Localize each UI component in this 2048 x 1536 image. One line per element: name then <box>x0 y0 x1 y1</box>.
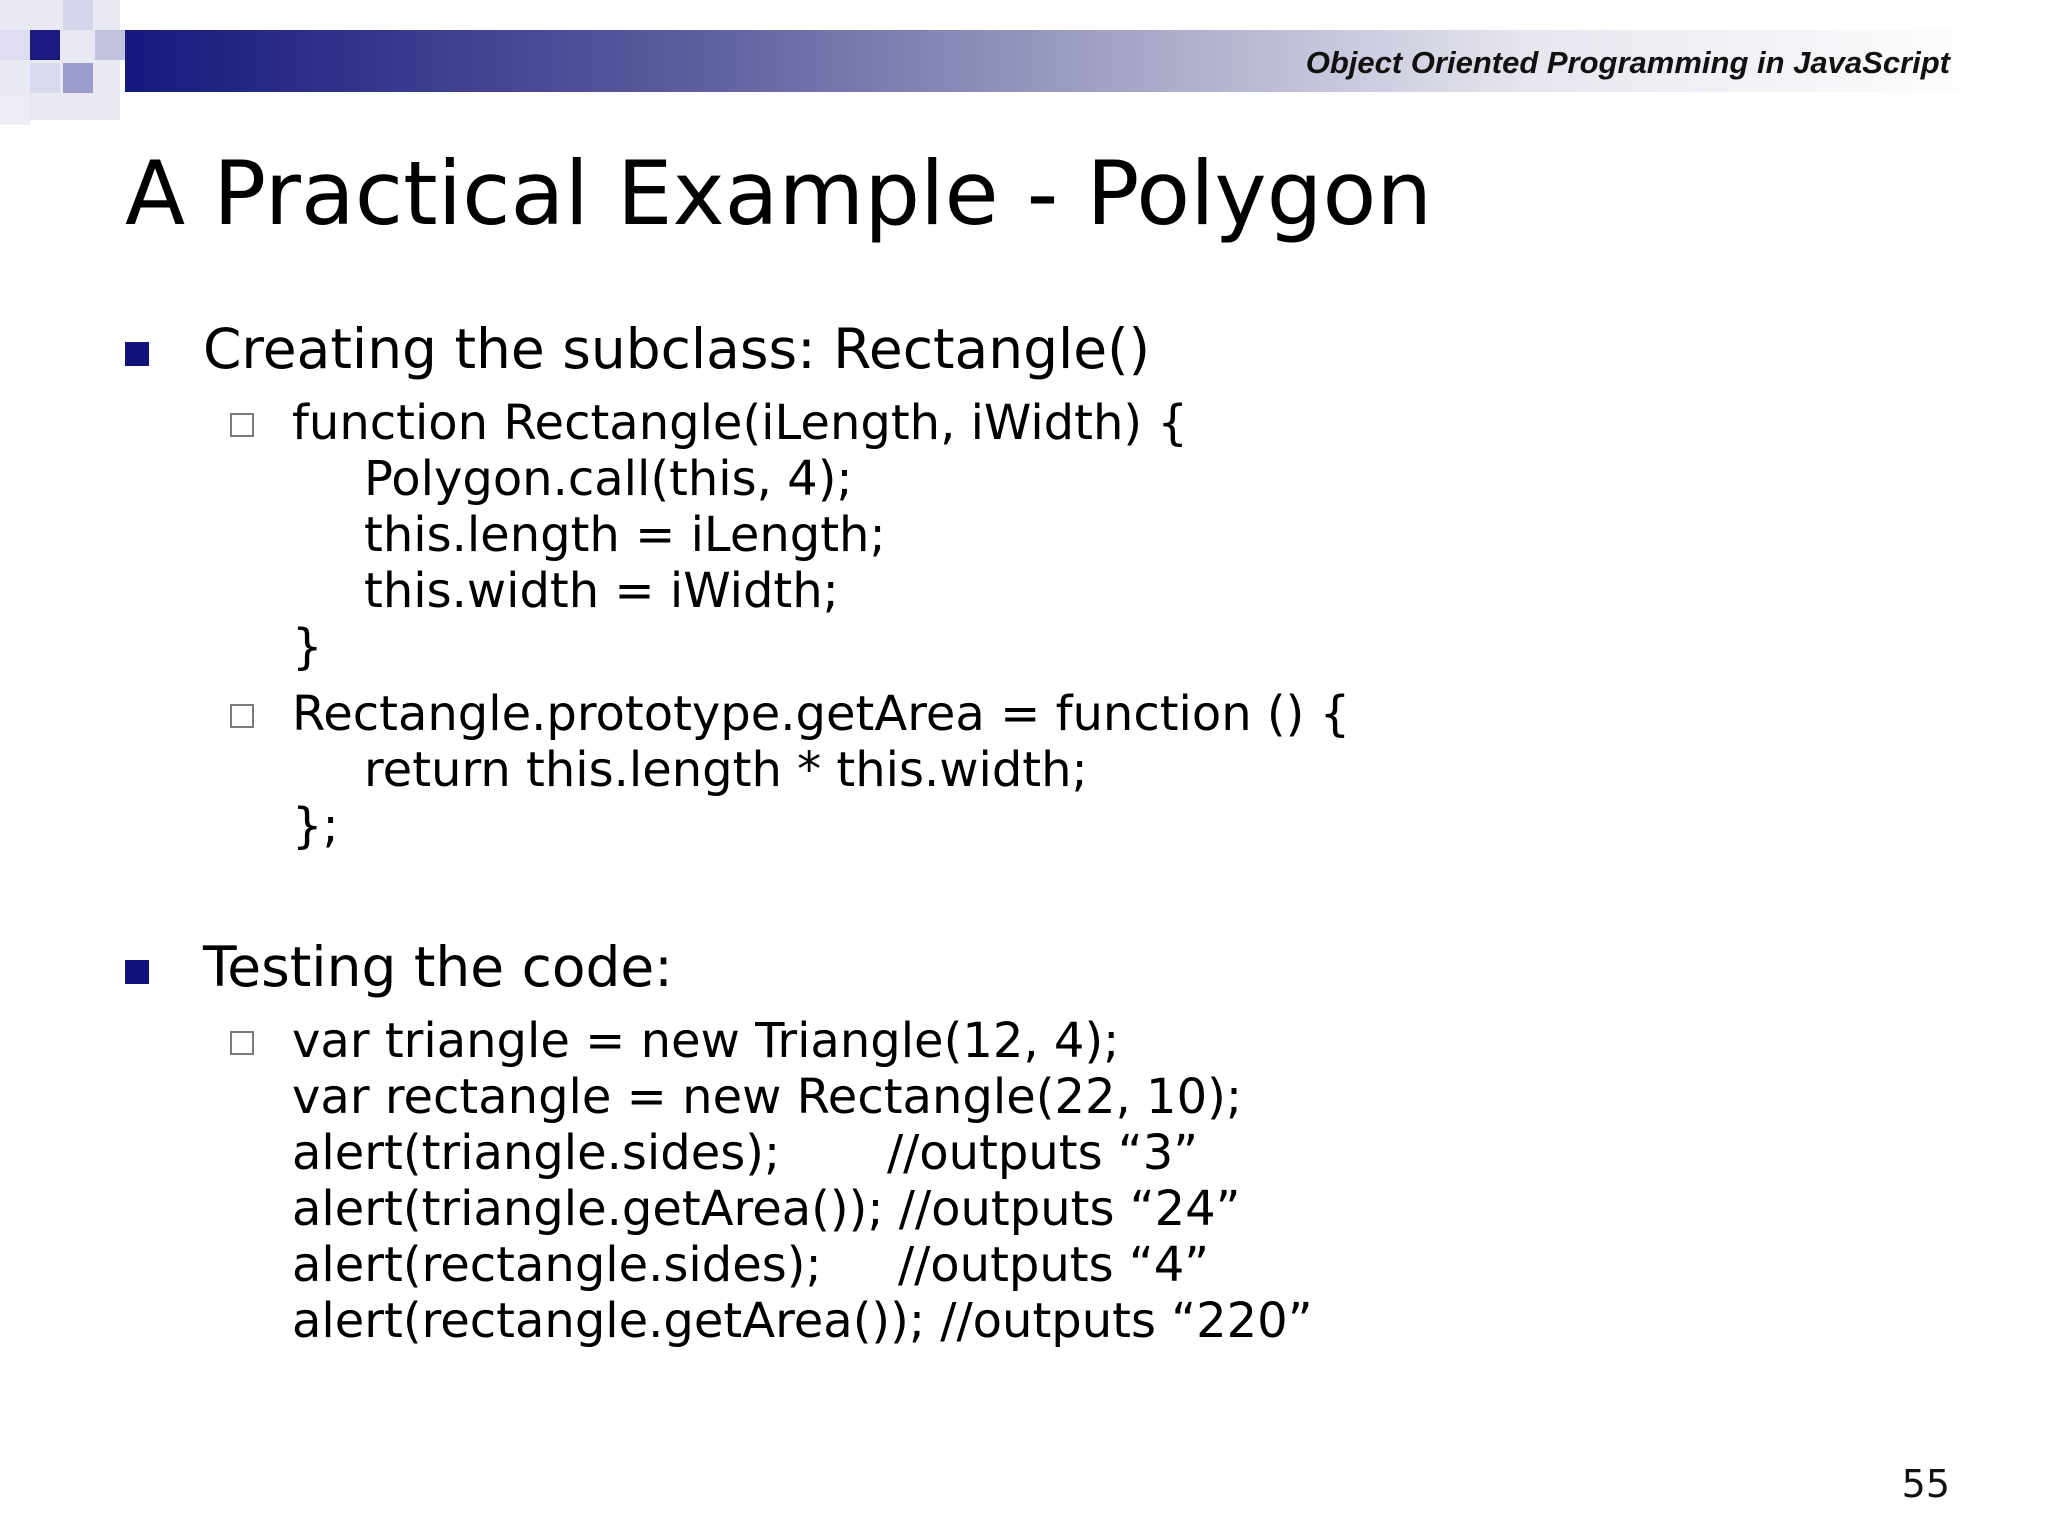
bullet-text: Testing the code: <box>203 935 673 999</box>
code-line: Rectangle.prototype.getArea = function () { <box>292 686 1351 742</box>
corner-square <box>63 63 93 93</box>
bullet-square-icon <box>125 960 149 984</box>
code-line: alert(rectangle.sides); //outputs “4” <box>292 1237 1210 1293</box>
corner-square <box>0 95 30 125</box>
page-number: 55 <box>1901 1462 1950 1506</box>
corner-square-dark <box>30 30 60 60</box>
code-line: }; <box>292 798 339 854</box>
sub-bullet-box-icon <box>230 413 254 437</box>
code-line: alert(triangle.sides); //outputs “3” <box>292 1125 1199 1181</box>
bullet-text: Creating the subclass: Rectangle() <box>203 317 1151 381</box>
deck-title: Object Oriented Programming in JavaScript <box>1305 45 1950 80</box>
sub-bullet-box-icon <box>230 1031 254 1055</box>
corner-square <box>0 30 30 60</box>
code-line: function Rectangle(iLength, iWidth) { <box>292 395 1188 451</box>
code-line: alert(rectangle.getArea()); //outputs “220” <box>292 1293 1313 1349</box>
corner-square <box>30 63 60 93</box>
code-line: return this.length * this.width; <box>364 742 1088 798</box>
code-line: this.width = iWidth; <box>364 563 839 619</box>
code-line: this.length = iLength; <box>364 507 886 563</box>
page-title: A Practical Example - Polygon <box>125 142 1433 245</box>
code-line: Polygon.call(this, 4); <box>364 451 853 507</box>
code-line: alert(triangle.getArea()); //outputs “24” <box>292 1181 1241 1237</box>
code-lines <box>292 395 1188 675</box>
code-lines <box>292 686 1350 854</box>
code-line: var rectangle = new Rectangle(22, 10); <box>292 1069 1243 1125</box>
corner-square <box>63 0 93 30</box>
code-line: var triangle = new Triangle(12, 4); <box>292 1013 1120 1069</box>
sub-bullet-box-icon <box>230 704 254 728</box>
code-lines <box>292 1013 1313 1349</box>
code-line: } <box>292 619 323 675</box>
bullet-square-icon <box>125 342 149 366</box>
corner-square <box>95 30 125 60</box>
